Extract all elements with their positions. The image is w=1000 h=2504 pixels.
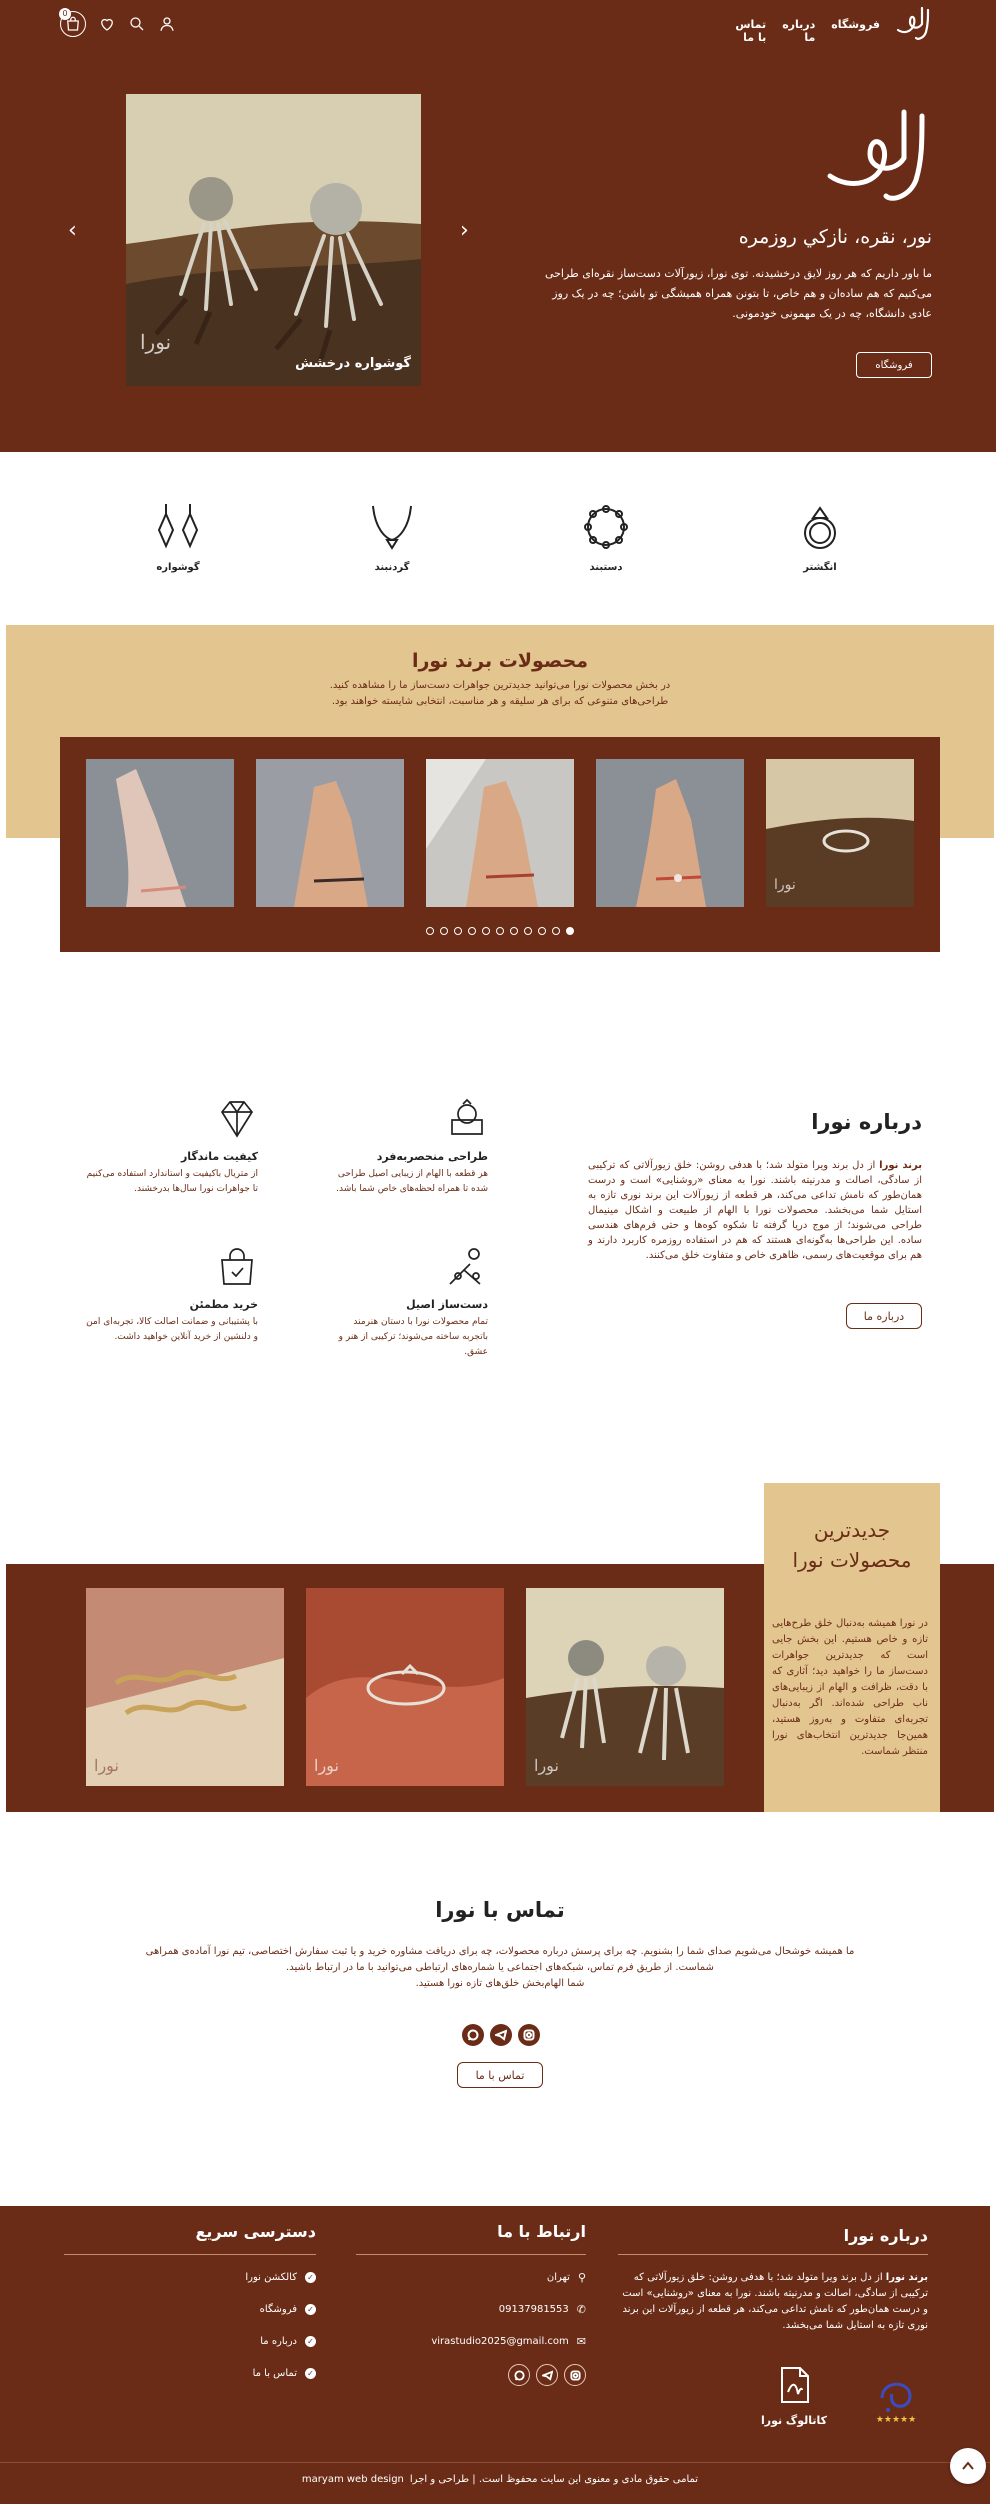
footer-about-divider	[618, 2254, 928, 2255]
nav-shop[interactable]: فروشگاه	[831, 18, 880, 31]
whatsapp-icon	[467, 2029, 479, 2041]
footer-social	[508, 2364, 586, 2386]
products-desc-line2: طراحی‌های متنوعی که برای هر سلیقه و هر مناسبت، انتخابی شایسته خواهند بود.	[331, 696, 669, 707]
user-icon[interactable]	[158, 15, 176, 33]
footer-whatsapp-button[interactable]	[508, 2364, 530, 2386]
header-icons	[60, 9, 190, 36]
about-button[interactable]: درباره ما	[846, 1303, 922, 1329]
hero-title: نور، نقره، نازکي روزمره	[738, 226, 932, 248]
slider-prev-arrow[interactable]: ‹	[68, 218, 77, 243]
contact-button[interactable]: تماس با ما	[457, 2062, 543, 2088]
hero-shop-button[interactable]: فروشگاه	[856, 352, 932, 378]
product-card-bracelet-1[interactable]	[596, 759, 744, 907]
check-icon: ✓	[305, 2336, 316, 2347]
footer-contact-divider	[356, 2254, 586, 2255]
category-necklace-label: گردنبند	[374, 562, 410, 573]
designer-link[interactable]: maryam web design	[301, 2474, 404, 2485]
newest-title-line1: جدیدترین	[813, 1518, 891, 1542]
newest-card-ring[interactable]	[306, 1588, 504, 1786]
footer-phone-text: 09137981553	[498, 2303, 569, 2315]
feature-lasting-quality-title: کیفیت ماندگار	[180, 1150, 258, 1163]
footer-city-text: تهران	[546, 2271, 570, 2283]
newest-title	[770, 1515, 934, 1575]
hero-section	[0, 0, 996, 452]
feature-secure-shopping	[82, 1246, 258, 1345]
category-necklace[interactable]	[352, 500, 432, 573]
cart-button[interactable]	[60, 11, 86, 37]
product-card-ring[interactable]	[766, 759, 914, 907]
footer-about-body	[618, 2270, 928, 2334]
footer-about-lead: برند نورا	[885, 2272, 928, 2283]
telegram-icon	[542, 2370, 553, 2381]
carousel-dot[interactable]	[552, 927, 560, 935]
contact-line3: شما الهام‌بخش خلق‌های تازه نورا هستید.	[415, 1978, 585, 1989]
site-logo[interactable]	[892, 2, 936, 42]
footer-instagram-button[interactable]	[564, 2364, 586, 2386]
pdf-icon	[778, 2366, 810, 2404]
slide-watermark: نورا	[140, 330, 172, 354]
check-icon: ✓	[305, 2368, 316, 2379]
category-earrings-label: گوشواره	[156, 562, 200, 573]
quick-link-shop[interactable]	[160, 2302, 316, 2316]
heart-icon[interactable]	[98, 15, 116, 33]
product-card-bracelet-3[interactable]	[256, 759, 404, 907]
carousel-dot[interactable]	[440, 927, 448, 935]
product-watermark: نورا	[534, 1756, 559, 1775]
product-watermark: نورا	[314, 1756, 339, 1775]
products-desc-line1: در بخش محصولات نورا می‌توانید جدیدترین جواهرات دست‌ساز ما را مشاهده کنید.	[329, 680, 671, 691]
cart-count-badge: 0	[59, 8, 71, 20]
bracelet-icon	[579, 500, 633, 554]
footer-copyright	[250, 2474, 750, 2485]
footer-bottom-divider	[0, 2462, 990, 2463]
chevron-up-icon	[961, 2459, 975, 2473]
footer-city	[380, 2270, 586, 2284]
slide-caption: گوشواره درخشش	[295, 356, 411, 371]
contact-title: تماس با نورا	[435, 1898, 565, 1922]
product-card-bracelet-2[interactable]	[426, 759, 574, 907]
ring-icon	[793, 500, 847, 554]
ring-box-icon	[446, 1098, 488, 1140]
about-lead: برند نورا	[879, 1160, 922, 1171]
feature-secure-shopping-body: با پشتیبانی و ضمانت اصالت کالا، تجربه‌ای امن و دلنشین از خرید آنلاین خواهید داشت.	[86, 1317, 258, 1342]
scroll-top-button[interactable]	[950, 2448, 986, 2484]
instagram-icon	[523, 2029, 535, 2041]
about-body-text: از دل برند ویرا متولد شد؛ با هدفی روشن: خلق زیورآلاتی که ترکیبی از سادگی، اصالت و مدرنیته باشند. نورا به معنای «روشنایی» است و درست همان‌طور که نامش تداعی می‌کند، هر قطعه از زیورآلات این برند نوری تازه به استایل شما می‌بخشد. محصولات نورا با الهام از طبیعت و اشکال مینیمال طراحی می‌شوند؛ از موج دریا گرفته تا شکوه کوه‌ها و حتی فرم‌های هندسی ساده. این طراحی‌ها به‌گونه‌ای هستند که هم در استفاده روزمره کاربرد دارند و هم برای موقعیت‌های رسمی، ظاهری خاص و متفاوت خلق می‌کنند.	[588, 1160, 922, 1261]
hero-body: ما باور داریم که هر روز لایق درخشیدنه. توی نورا، زیورآلات دست‌ساز نقره‌ای طراحی می‌کنیم که هم سادەان و هم خاص، تا بتونن همراه همیشگی تو باشن؛ چه در یک روز عادی دانشگاه، چه در یک مهمونی خودمونی.	[544, 267, 932, 320]
feature-handmade-body: تمام محصولات نورا با دستان هنرمند باتجربه ساخته می‌شوند؛ ترکیبی از هنر و عشق.	[338, 1317, 488, 1357]
handmade-icon	[446, 1246, 488, 1288]
catalog-link[interactable]	[758, 2366, 830, 2427]
newest-card-earrings[interactable]	[526, 1588, 724, 1786]
footer-about-title: درباره نورا	[843, 2226, 928, 2245]
earrings-icon	[151, 500, 205, 554]
category-ring-label: انگشتر	[803, 562, 837, 573]
feature-unique-design-body: هر قطعه با الهام از زیبایی اصیل طراحی شده تا همراه لحظه‌های خاص شما باشد.	[336, 1169, 488, 1194]
telegram-button[interactable]	[490, 2024, 512, 2046]
carousel-dot[interactable]	[482, 927, 490, 935]
carousel-dots	[300, 920, 700, 932]
slider-next-arrow[interactable]: ›	[460, 218, 469, 243]
whatsapp-icon	[514, 2370, 525, 2381]
hero-logo	[820, 98, 940, 208]
feature-lasting-quality	[86, 1098, 258, 1197]
about-title: درباره نورا	[811, 1110, 922, 1134]
instagram-icon	[570, 2370, 581, 2381]
secure-bag-icon	[216, 1246, 258, 1288]
copyright-text: تمامی حقوق مادی و معنوی این سایت محفوظ است. | طراحی و اجرا	[409, 2474, 699, 2485]
necklace-icon	[365, 500, 419, 554]
footer-quick-title: دسترسی سریع	[195, 2222, 316, 2241]
footer	[0, 2206, 990, 2504]
carousel-dot[interactable]	[468, 927, 476, 935]
location-icon: ⚲	[577, 2270, 586, 2284]
products-title: محصولات برند نورا	[411, 650, 589, 672]
product-card-bracelet-4[interactable]	[86, 759, 234, 907]
footer-quick-divider	[64, 2254, 316, 2255]
diamond-icon	[216, 1098, 258, 1140]
carousel-dot[interactable]	[538, 927, 546, 935]
category-bracelet[interactable]	[566, 500, 646, 573]
nav-about[interactable]: درباره ما	[782, 18, 816, 44]
main-nav	[735, 18, 880, 44]
contact-line2: شماست. از طریق فرم تماس، شبکه‌های اجتماعی یا شماره‌های ارتباطی می‌توانید با ما در ارتباط باشید.	[286, 1962, 714, 1973]
quick-link-contact[interactable]	[160, 2366, 316, 2380]
carousel-dot[interactable]	[524, 927, 532, 935]
whatsapp-button[interactable]	[462, 2024, 484, 2046]
enamad-badge[interactable]	[868, 2370, 924, 2424]
svg-text:★★★★★: ★★★★★	[875, 2415, 917, 2424]
feature-handmade-title: دست‌ساز اصیل	[406, 1298, 488, 1311]
feature-unique-design-title: طراحی منحصربه‌فرد	[376, 1150, 488, 1163]
check-icon: ✓	[305, 2304, 316, 2315]
carousel-dot[interactable]	[426, 927, 434, 935]
quick-link-about[interactable]	[160, 2334, 316, 2348]
contact-line1: ما همیشه خوشحال می‌شویم صدای شما را بشنویم. چه برای پرسش درباره محصولات، چه برای دریافت مشاوره خرید و یا ثبت سفارش اختصاصی، تیم نورا آماده‌ی همراهی	[145, 1946, 855, 1957]
carousel-dot[interactable]	[566, 927, 574, 935]
newest-title-line2: محصولات نورا	[792, 1548, 912, 1572]
footer-phone[interactable]	[380, 2302, 586, 2316]
category-ring[interactable]	[780, 500, 860, 573]
product-watermark: نورا	[94, 1756, 119, 1775]
nav-contact[interactable]: تماس با ما	[735, 18, 767, 44]
footer-email[interactable]	[380, 2334, 586, 2348]
contact-social	[462, 2024, 540, 2046]
carousel-dot[interactable]	[454, 927, 462, 935]
carousel-dot[interactable]	[496, 927, 504, 935]
quick-link-collection[interactable]	[160, 2270, 316, 2284]
newest-body: در نورا همیشه به‌دنبال خلق طرح‌هایی تازه و خاص هستیم. این بخش جایی است که جدیدترین جواهرات دست‌ساز ما را خواهید دید؛ آثاری که با دقت، ظرافت و الهام از زیبایی‌های ناب طراحی شده‌اند. اگر به‌دنبال تجربه‌ای متفاوت و به‌روز هستید، همین‌جا جدیدترین انتخاب‌های نورا منتظر شماست.	[772, 1618, 928, 1757]
newest-card-name-earrings[interactable]	[86, 1588, 284, 1786]
feature-unique-design	[330, 1098, 488, 1197]
phone-icon: ✆	[576, 2302, 586, 2316]
footer-contact-title: ارتباط با ما	[497, 2222, 586, 2241]
hero-slide-image	[126, 94, 421, 386]
footer-email-text: virastudio2025@gmail.com	[431, 2335, 569, 2347]
about-body	[588, 1158, 922, 1263]
carousel-dot[interactable]	[510, 927, 518, 935]
footer-telegram-button[interactable]	[536, 2364, 558, 2386]
category-earrings[interactable]	[138, 500, 218, 573]
catalog-label: کاتالوگ نورا	[760, 2414, 828, 2427]
quick-link-contact-label: تماس با ما	[252, 2367, 297, 2379]
product-watermark: نورا	[774, 877, 796, 893]
instagram-button[interactable]	[518, 2024, 540, 2046]
feature-secure-shopping-title: خرید مطمئن	[189, 1298, 258, 1311]
check-icon: ✓	[305, 2272, 316, 2283]
quick-link-shop-label: فروشگاه	[259, 2303, 297, 2315]
email-icon: ✉	[576, 2334, 586, 2348]
category-bracelet-label: دستبند	[589, 562, 623, 573]
quick-link-about-label: درباره ما	[260, 2335, 297, 2347]
telegram-icon	[495, 2029, 507, 2041]
search-icon[interactable]	[128, 15, 146, 33]
quick-link-collection-label: کالکشن نورا	[245, 2271, 297, 2283]
feature-lasting-quality-body: از متریال باکیفیت و استاندارد استفاده می‌کنیم تا جواهرات نورا سال‌ها بدرخشند.	[86, 1169, 258, 1194]
feature-handmade	[326, 1246, 488, 1360]
footer-about-text: از دل برند ویرا متولد شد؛ با هدفی روشن: خلق زیورآلاتی که ترکیبی از سادگی، اصالت و مدرنیته باشند. نورا به معنای «روشنایی» است و درست همان‌طور که نامش تداعی می‌کند، هر قطعه از زیورآلات این برند نوری تازه به استایل شما می‌بخشد.	[622, 2272, 928, 2331]
